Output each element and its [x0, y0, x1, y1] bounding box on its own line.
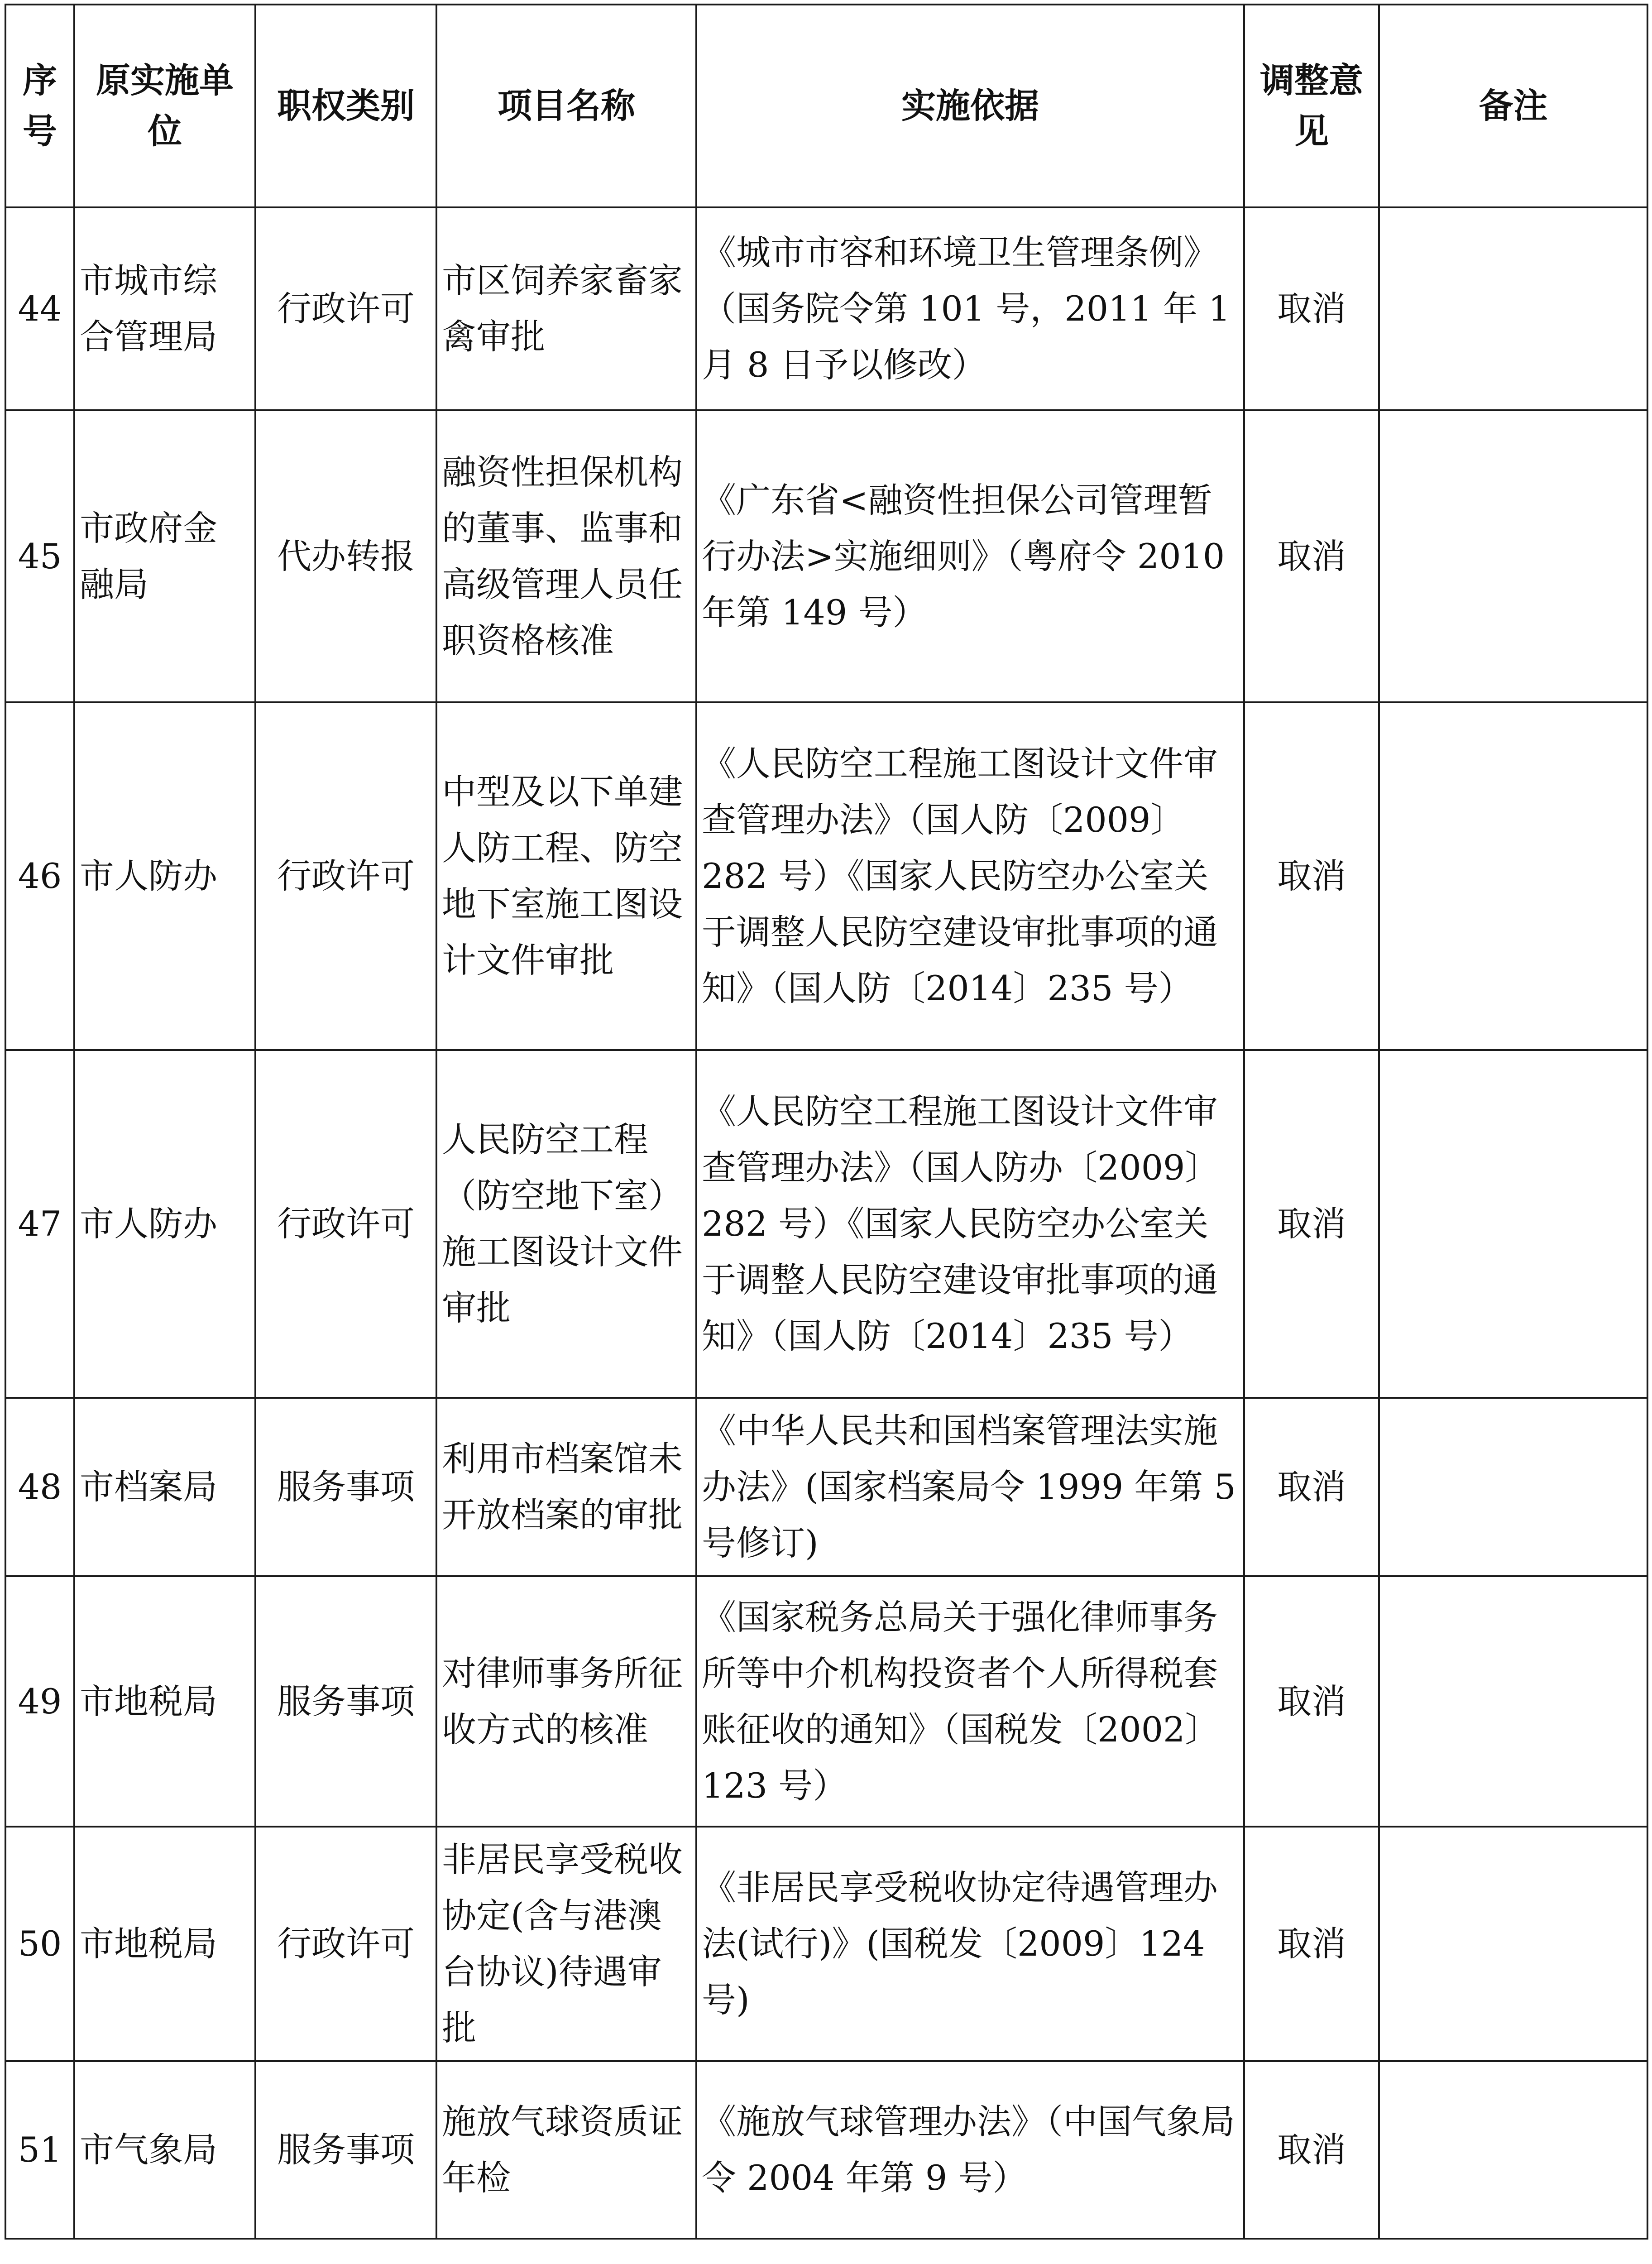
legal-basis-cell: 《广东省<融资性担保公司管理暂行办法>实施细则》（粤府令 2010 年第 149 号）	[696, 410, 1244, 702]
adjustment-opinion-cell: 取消	[1244, 410, 1379, 702]
adjustment-opinion-cell: 取消	[1244, 207, 1379, 410]
item-name-cell: 利用市档案馆未开放档案的审批	[436, 1398, 696, 1576]
item-name-cell: 中型及以下单建人防工程、防空地下室施工图设计文件审批	[436, 702, 696, 1050]
row-number-cell: 50	[5, 1827, 74, 2061]
power-category-cell: 行政许可	[255, 1050, 436, 1398]
document-table	[5, 4, 1648, 2240]
legal-basis-cell: 《人民防空工程施工图设计文件审查管理办法》（国人防办〔2009〕282 号）《国家人民防空办公室关于调整人民防空建设审批事项的通知》（国人防〔2014〕235 号）	[696, 1050, 1244, 1398]
power-category-cell: 行政许可	[255, 207, 436, 410]
adjustment-opinion-cell: 取消	[1244, 1398, 1379, 1576]
legal-basis-cell: 《人民防空工程施工图设计文件审查管理办法》（国人防〔2009〕282 号）《国家人民防空办公室关于调整人民防空建设审批事项的通知》（国人防〔2014〕235 号）	[696, 702, 1244, 1050]
header-name: 项目名称	[436, 5, 696, 207]
header-remark: 备注	[1379, 5, 1647, 207]
remark-cell	[1379, 702, 1647, 1050]
table-row	[5, 702, 1647, 1050]
adjustment-opinion-cell: 取消	[1244, 1827, 1379, 2061]
item-name-cell: 融资性担保机构的董事、监事和高级管理人员任职资格核准	[436, 410, 696, 702]
remark-cell	[1379, 1398, 1647, 1576]
implementing-unit-cell: 市城市综合管理局	[74, 207, 255, 410]
power-category-cell: 服务事项	[255, 1398, 436, 1576]
table-row	[5, 2061, 1647, 2239]
implementing-unit-cell: 市气象局	[74, 2061, 255, 2239]
remark-cell	[1379, 2061, 1647, 2239]
item-name-cell: 人民防空工程（防空地下室）施工图设计文件审批	[436, 1050, 696, 1398]
power-category-cell: 代办转报	[255, 410, 436, 702]
header-no	[5, 5, 74, 207]
header-unit-text: 原实施单位	[96, 60, 234, 151]
header-category: 职权类别	[255, 5, 436, 207]
adjustment-opinion-cell: 取消	[1244, 702, 1379, 1050]
implementing-unit-cell: 市地税局	[74, 1827, 255, 2061]
remark-cell	[1379, 1827, 1647, 2061]
power-category-cell: 行政许可	[255, 702, 436, 1050]
table-row	[5, 1576, 1647, 1827]
remark-cell	[1379, 1576, 1647, 1827]
item-name-cell: 施放气球资质证年检	[436, 2061, 696, 2239]
header-opinion	[1244, 5, 1379, 207]
adjustment-opinion-cell: 取消	[1244, 2061, 1379, 2239]
legal-basis-cell: 《国家税务总局关于强化律师事务所等中介机构投资者个人所得税套账征收的通知》（国税发〔2002〕123 号）	[696, 1576, 1244, 1827]
header-unit	[74, 5, 255, 207]
power-category-cell: 行政许可	[255, 1827, 436, 2061]
table-row	[5, 207, 1647, 410]
row-number-cell: 48	[5, 1398, 74, 1576]
remark-cell	[1379, 207, 1647, 410]
item-name-cell: 非居民享受税收协定(含与港澳台协议)待遇审批	[436, 1827, 696, 2061]
table-row	[5, 1398, 1647, 1576]
implementing-unit-cell: 市档案局	[74, 1398, 255, 1576]
row-number-cell: 49	[5, 1576, 74, 1827]
item-name-cell: 对律师事务所征收方式的核准	[436, 1576, 696, 1827]
row-number-cell: 47	[5, 1050, 74, 1398]
header-row	[5, 5, 1647, 207]
implementing-unit-cell: 市人防办	[74, 702, 255, 1050]
power-category-cell: 服务事项	[255, 2061, 436, 2239]
row-number-cell: 44	[5, 207, 74, 410]
remark-cell	[1379, 410, 1647, 702]
header-opinion-text: 调整意见	[1260, 60, 1363, 151]
implementing-unit-cell: 市地税局	[74, 1576, 255, 1827]
adjustment-opinion-cell: 取消	[1244, 1050, 1379, 1398]
table-body	[5, 207, 1647, 2239]
power-category-cell: 服务事项	[255, 1576, 436, 1827]
table-row	[5, 1050, 1647, 1398]
implementing-unit-cell: 市人防办	[74, 1050, 255, 1398]
legal-basis-cell: 《非居民享受税收协定待遇管理办法(试行)》(国税发〔2009〕124 号)	[696, 1827, 1244, 2061]
table-row	[5, 1827, 1647, 2061]
row-number-cell: 45	[5, 410, 74, 702]
table-row	[5, 410, 1647, 702]
item-name-cell: 市区饲养家畜家禽审批	[436, 207, 696, 410]
row-number-cell: 46	[5, 702, 74, 1050]
implementing-unit-cell: 市政府金融局	[74, 410, 255, 702]
remark-cell	[1379, 1050, 1647, 1398]
header-no-text: 序号	[23, 60, 57, 151]
adjustment-opinion-cell: 取消	[1244, 1576, 1379, 1827]
row-number-cell: 51	[5, 2061, 74, 2239]
header-basis: 实施依据	[696, 5, 1244, 207]
legal-basis-cell: 《城市市容和环境卫生管理条例》（国务院令第 101 号，2011 年 1 月 8 日予以修改）	[696, 207, 1244, 410]
legal-basis-cell: 《中华人民共和国档案管理法实施办法》(国家档案局令 1999 年第 5 号修订)	[696, 1398, 1244, 1576]
legal-basis-cell: 《施放气球管理办法》（中国气象局令 2004 年第 9 号）	[696, 2061, 1244, 2239]
